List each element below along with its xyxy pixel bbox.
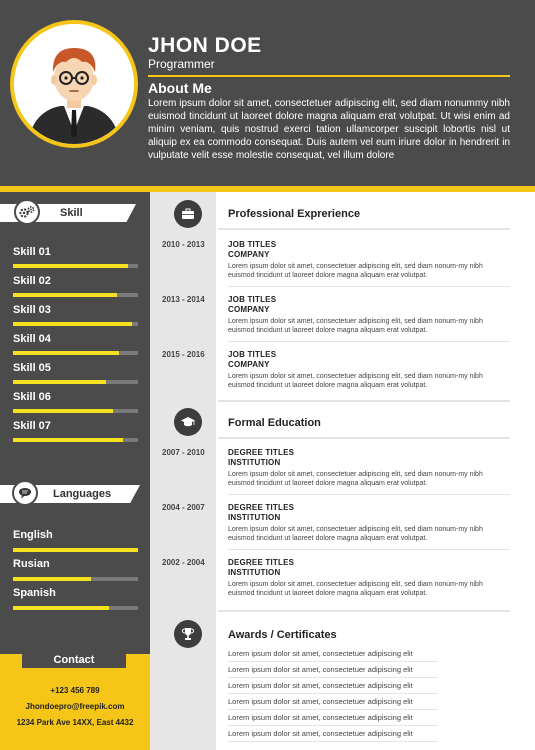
experience-entry-subtitle: COMPANY: [228, 250, 270, 259]
skill-bar-fill: [13, 380, 106, 384]
education-top-divider: [218, 400, 510, 402]
experience-entry-dates: 2015 - 2016: [162, 350, 205, 359]
language-label: English: [13, 529, 53, 541]
experience-entry-title: JOB TITLES: [228, 350, 277, 359]
experience-entry-subtitle: COMPANY: [228, 305, 270, 314]
contact-heading: Contact: [53, 654, 95, 666]
skill-label: Skill 01: [13, 246, 51, 258]
avatar: [14, 24, 134, 144]
award-item: Lorem ipsum dolor sit amet, consectetuer adipiscing elit: [228, 713, 413, 722]
education-entry-title: DEGREE TITLES: [228, 558, 295, 567]
graduation-cap-icon: [174, 408, 202, 436]
dates-column: [150, 192, 216, 750]
language-label: Spanish: [13, 587, 56, 599]
education-entry-dates: 2004 - 2007: [162, 503, 205, 512]
award-divider: [228, 709, 438, 710]
contact-address: 1234 Park Ave 14XX, East 4432: [16, 718, 134, 727]
experience-title: Professional Exprerience: [228, 208, 361, 220]
contact-heading-tab: [22, 650, 126, 668]
award-divider: [228, 725, 438, 726]
briefcase-icon: [174, 200, 202, 228]
skill-bar-track: [13, 264, 138, 268]
skill-bar-track: [13, 293, 138, 297]
experience-entry-divider: [228, 286, 510, 287]
about-text: Lorem ipsum dolor sit amet, consectetuer adipiscing elit, sed diam nonummy nibh euismod tincidunt ut laoreet dolore magna aliquam erat volutpat. Ut wisi enim ad minim veniam, quis nostrud exerci tation ullamcorper suscipit lobortis nisl ut aliquip ex ea commodo consequat. Duis autem vel eum iriure dolor in hendrerit in vulputate velit esse molestie consequat, vel illum dolore: [148, 98, 510, 161]
skill-label: Skill 02: [13, 275, 51, 287]
skill-bar-fill: [13, 293, 117, 297]
language-bar-track: [13, 606, 138, 610]
skill-bar-fill: [13, 409, 113, 413]
award-divider: [228, 693, 438, 694]
education-entry-subtitle: INSTITUTION: [228, 568, 281, 577]
skill-label: Skill 07: [13, 420, 51, 432]
education-entry-subtitle: INSTITUTION: [228, 513, 281, 522]
education-entry-title: DEGREE TITLES: [228, 503, 295, 512]
language-label: Rusian: [13, 558, 50, 570]
about-title: About Me: [148, 80, 212, 96]
contact-email: Jhondoepro@freepik.com: [25, 702, 125, 711]
award-divider: [228, 741, 438, 742]
experience-entry-title: JOB TITLES: [228, 295, 277, 304]
speech-bubble-icon: [12, 480, 38, 506]
education-entry-title: DEGREE TITLES: [228, 448, 295, 457]
person-avatar-illustration: [14, 24, 134, 144]
trophy-icon: [174, 620, 202, 648]
skill-bar-fill: [13, 322, 132, 326]
skill-label: Skill 03: [13, 304, 51, 316]
education-entry-dates: 2007 - 2010: [162, 448, 205, 457]
education-entry-description: Lorem ipsum dolor sit amet, consectetuer adipiscing elit, sed diam nonum-my nibh euismod tincidunt ut laoreet dolore magna aliquam erat volutpat.: [228, 526, 483, 542]
awards-title: Awards / Certificates: [228, 629, 337, 641]
language-bar-track: [13, 548, 138, 552]
awards-top-divider: [218, 610, 510, 612]
skills-heading: Skill: [60, 207, 83, 219]
language-bar-fill: [13, 548, 138, 552]
experience-entry-dates: 2013 - 2014: [162, 295, 205, 304]
skill-label: Skill 06: [13, 391, 51, 403]
award-item: Lorem ipsum dolor sit amet, consectetuer adipiscing elit: [228, 697, 413, 706]
award-divider: [228, 677, 438, 678]
skill-bar-fill: [13, 438, 123, 442]
education-entry-description: Lorem ipsum dolor sit amet, consectetuer adipiscing elit, sed diam nonum-my nibh euismod tincidunt ut laoreet dolore magna aliquam erat volutpat.: [228, 471, 483, 487]
education-title: Formal Education: [228, 417, 321, 429]
award-divider: [228, 661, 438, 662]
experience-entry-divider: [228, 341, 510, 342]
experience-entry-description: Lorem ipsum dolor sit amet, consectetuer adipiscing elit, sed diam nonum-my nibh euismod tincidunt ut laoreet dolore magna aliquam erat volutpat.: [228, 263, 483, 279]
language-bar-fill: [13, 577, 91, 581]
skill-bar-track: [13, 409, 138, 413]
experience-entry-description: Lorem ipsum dolor sit amet, consectetuer adipiscing elit, sed diam nonum-my nibh euismod tincidunt ut laoreet dolore magna aliquam erat volutpat.: [228, 318, 483, 334]
award-item: Lorem ipsum dolor sit amet, consectetuer adipiscing elit: [228, 729, 413, 738]
resume-header: [0, 0, 535, 186]
education-entry-dates: 2002 - 2004: [162, 558, 205, 567]
skill-bar-track: [13, 322, 138, 326]
skill-bar-track: [13, 351, 138, 355]
skill-bar-fill: [13, 264, 128, 268]
experience-divider: [218, 228, 510, 230]
education-entry-divider: [228, 549, 510, 550]
education-entry-divider: [228, 494, 510, 495]
education-entry-description: Lorem ipsum dolor sit amet, consectetuer adipiscing elit, sed diam nonum-my nibh euismod tincidunt ut laoreet dolore magna aliquam erat volutpat.: [228, 581, 483, 597]
experience-entry-title: JOB TITLES: [228, 240, 277, 249]
skill-label: Skill 04: [13, 333, 51, 345]
full-name: JHON DOE: [148, 34, 262, 57]
award-item: Lorem ipsum dolor sit amet, consectetuer adipiscing elit: [228, 665, 413, 674]
job-role: Programmer: [148, 57, 215, 71]
language-bar-track: [13, 577, 138, 581]
contact-phone: +123 456 789: [50, 686, 100, 695]
skill-bar-track: [13, 380, 138, 384]
skill-bar-fill: [13, 351, 119, 355]
gears-icon: [14, 199, 40, 225]
skill-label: Skill 05: [13, 362, 51, 374]
skill-bar-track: [13, 438, 138, 442]
experience-entry-description: Lorem ipsum dolor sit amet, consectetuer adipiscing elit, sed diam nonum-my nibh euismod tincidunt ut laoreet dolore magna aliquam erat volutpat.: [228, 373, 483, 389]
language-bar-fill: [13, 606, 109, 610]
header-divider: [148, 75, 510, 77]
education-divider: [218, 437, 510, 439]
experience-entry-dates: 2010 - 2013: [162, 240, 205, 249]
award-item: Lorem ipsum dolor sit amet, consectetuer adipiscing elit: [228, 681, 413, 690]
languages-heading: Languages: [53, 488, 112, 500]
experience-entry-subtitle: COMPANY: [228, 360, 270, 369]
award-item: Lorem ipsum dolor sit amet, consectetuer adipiscing elit: [228, 649, 413, 658]
education-entry-subtitle: INSTITUTION: [228, 458, 281, 467]
